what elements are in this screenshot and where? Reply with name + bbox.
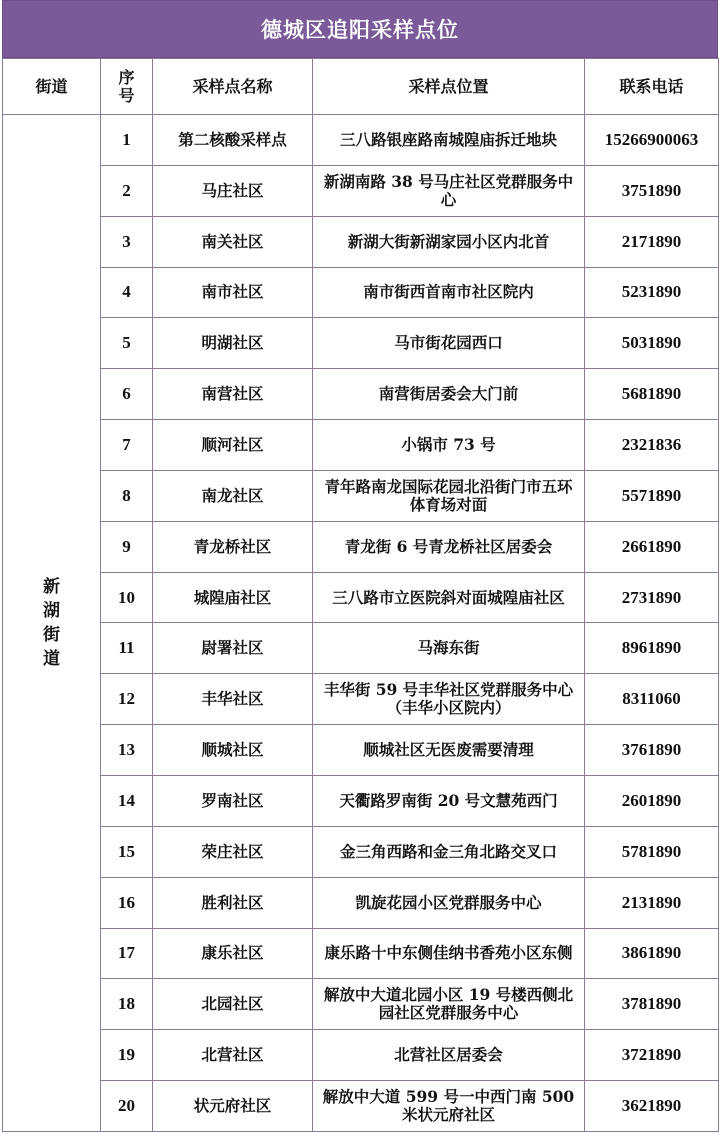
table-row	[3, 267, 719, 318]
table-row	[3, 623, 719, 674]
seq-cell: 15	[101, 826, 153, 877]
table-row	[3, 1081, 719, 1132]
table-row	[3, 216, 719, 267]
location-cell: 丰华街 59 号丰华社区党群服务中心（丰华小区院内）	[313, 674, 585, 725]
phone-cell: 5031890	[585, 318, 719, 369]
location-cell: 顺城社区无医废需要清理	[313, 725, 585, 776]
phone-cell: 2171890	[585, 216, 719, 267]
name-cell: 尉署社区	[153, 623, 313, 674]
phone-cell: 2661890	[585, 521, 719, 572]
phone-cell: 3721890	[585, 1030, 719, 1081]
location-cell: 凯旋花园小区党群服务中心	[313, 877, 585, 928]
table-row	[3, 318, 719, 369]
header-name: 采样点名称	[153, 59, 313, 115]
table-row	[3, 369, 719, 420]
seq-cell: 20	[101, 1081, 153, 1132]
seq-cell: 10	[101, 572, 153, 623]
name-cell: 顺河社区	[153, 420, 313, 471]
seq-cell: 5	[101, 318, 153, 369]
name-cell: 青龙桥社区	[153, 521, 313, 572]
location-cell: 解放中大道北园小区 19 号楼西侧北园社区党群服务中心	[313, 979, 585, 1030]
phone-cell: 3621890	[585, 1081, 719, 1132]
seq-cell: 18	[101, 979, 153, 1030]
name-cell: 康乐社区	[153, 928, 313, 979]
header-phone: 联系电话	[585, 59, 719, 115]
seq-cell: 6	[101, 369, 153, 420]
location-cell: 北营社区居委会	[313, 1030, 585, 1081]
seq-cell: 12	[101, 674, 153, 725]
phone-cell: 2321836	[585, 420, 719, 471]
phone-cell: 5781890	[585, 826, 719, 877]
location-cell: 南市街西首南市社区院内	[313, 267, 585, 318]
name-cell: 南市社区	[153, 267, 313, 318]
table-row	[3, 928, 719, 979]
location-cell: 金三角西路和金三角北路交叉口	[313, 826, 585, 877]
seq-cell: 7	[101, 420, 153, 471]
table-row	[3, 115, 719, 166]
name-cell: 明湖社区	[153, 318, 313, 369]
phone-cell: 3751890	[585, 165, 719, 216]
header-seq-text: 序号	[118, 67, 135, 105]
seq-cell: 11	[101, 623, 153, 674]
phone-cell: 8311060	[585, 674, 719, 725]
table-row	[3, 725, 719, 776]
seq-cell: 14	[101, 775, 153, 826]
phone-cell: 3781890	[585, 979, 719, 1030]
location-cell: 马市街花园西口	[313, 318, 585, 369]
table-row	[3, 877, 719, 928]
table-row	[3, 572, 719, 623]
table-row	[3, 979, 719, 1030]
table-row	[3, 165, 719, 216]
name-cell: 第二核酸采样点	[153, 115, 313, 166]
phone-cell: 2601890	[585, 775, 719, 826]
name-cell: 荣庄社区	[153, 826, 313, 877]
name-cell: 北园社区	[153, 979, 313, 1030]
location-cell: 解放中大道 599 号一中西门南 500 米状元府社区	[313, 1081, 585, 1132]
location-cell: 马海东街	[313, 623, 585, 674]
seq-cell: 2	[101, 165, 153, 216]
sampling-sites-table	[2, 58, 719, 1132]
name-cell: 马庄社区	[153, 165, 313, 216]
location-cell: 新湖南路 38 号马庄社区党群服务中心	[313, 165, 585, 216]
header-street: 街道	[3, 59, 101, 115]
table-row	[3, 420, 719, 471]
street-char: 街	[43, 624, 60, 645]
location-cell: 三八路市立医院斜对面城隍庙社区	[313, 572, 585, 623]
location-cell: 新湖大街新湖家园小区内北首	[313, 216, 585, 267]
name-cell: 南关社区	[153, 216, 313, 267]
name-cell: 北营社区	[153, 1030, 313, 1081]
table-row	[3, 1030, 719, 1081]
seq-cell: 4	[101, 267, 153, 318]
phone-cell: 5231890	[585, 267, 719, 318]
name-cell: 顺城社区	[153, 725, 313, 776]
seq-cell: 3	[101, 216, 153, 267]
name-cell: 南龙社区	[153, 470, 313, 521]
location-cell: 天衢路罗南街 20 号文慧苑西门	[313, 775, 585, 826]
phone-cell: 5681890	[585, 369, 719, 420]
header-seq	[101, 59, 153, 115]
seq-cell: 17	[101, 928, 153, 979]
location-cell: 小锅市 73 号	[313, 420, 585, 471]
phone-cell: 3761890	[585, 725, 719, 776]
header-location: 采样点位置	[313, 59, 585, 115]
phone-cell: 2731890	[585, 572, 719, 623]
seq-cell: 19	[101, 1030, 153, 1081]
table-row	[3, 775, 719, 826]
table-row	[3, 674, 719, 725]
location-cell: 青年路南龙国际花园北沿街门市五环体育场对面	[313, 470, 585, 521]
phone-cell: 3861890	[585, 928, 719, 979]
table-row	[3, 470, 719, 521]
name-cell: 罗南社区	[153, 775, 313, 826]
table-title: 德城区追阳采样点位	[2, 0, 718, 58]
location-cell: 三八路银座路南城隍庙拆迁地块	[313, 115, 585, 166]
seq-cell: 1	[101, 115, 153, 166]
location-cell: 青龙街 6 号青龙桥社区居委会	[313, 521, 585, 572]
phone-cell: 2131890	[585, 877, 719, 928]
table-row	[3, 826, 719, 877]
street-char: 道	[43, 648, 60, 669]
table-body	[3, 115, 719, 1132]
seq-cell: 13	[101, 725, 153, 776]
name-cell: 胜利社区	[153, 877, 313, 928]
phone-cell: 15266900063	[585, 115, 719, 166]
header-row	[3, 59, 719, 115]
phone-cell: 8961890	[585, 623, 719, 674]
street-cell	[3, 115, 101, 1132]
location-cell: 康乐路十中东侧佳纳书香苑小区东侧	[313, 928, 585, 979]
phone-cell: 5571890	[585, 470, 719, 521]
seq-cell: 16	[101, 877, 153, 928]
name-cell: 城隍庙社区	[153, 572, 313, 623]
document-page	[2, 0, 718, 1132]
street-char: 新	[43, 576, 60, 597]
name-cell: 丰华社区	[153, 674, 313, 725]
location-cell: 南营街居委会大门前	[313, 369, 585, 420]
seq-cell: 9	[101, 521, 153, 572]
street-char: 湖	[43, 600, 60, 621]
table-row	[3, 521, 719, 572]
name-cell: 南营社区	[153, 369, 313, 420]
name-cell: 状元府社区	[153, 1081, 313, 1132]
seq-cell: 8	[101, 470, 153, 521]
